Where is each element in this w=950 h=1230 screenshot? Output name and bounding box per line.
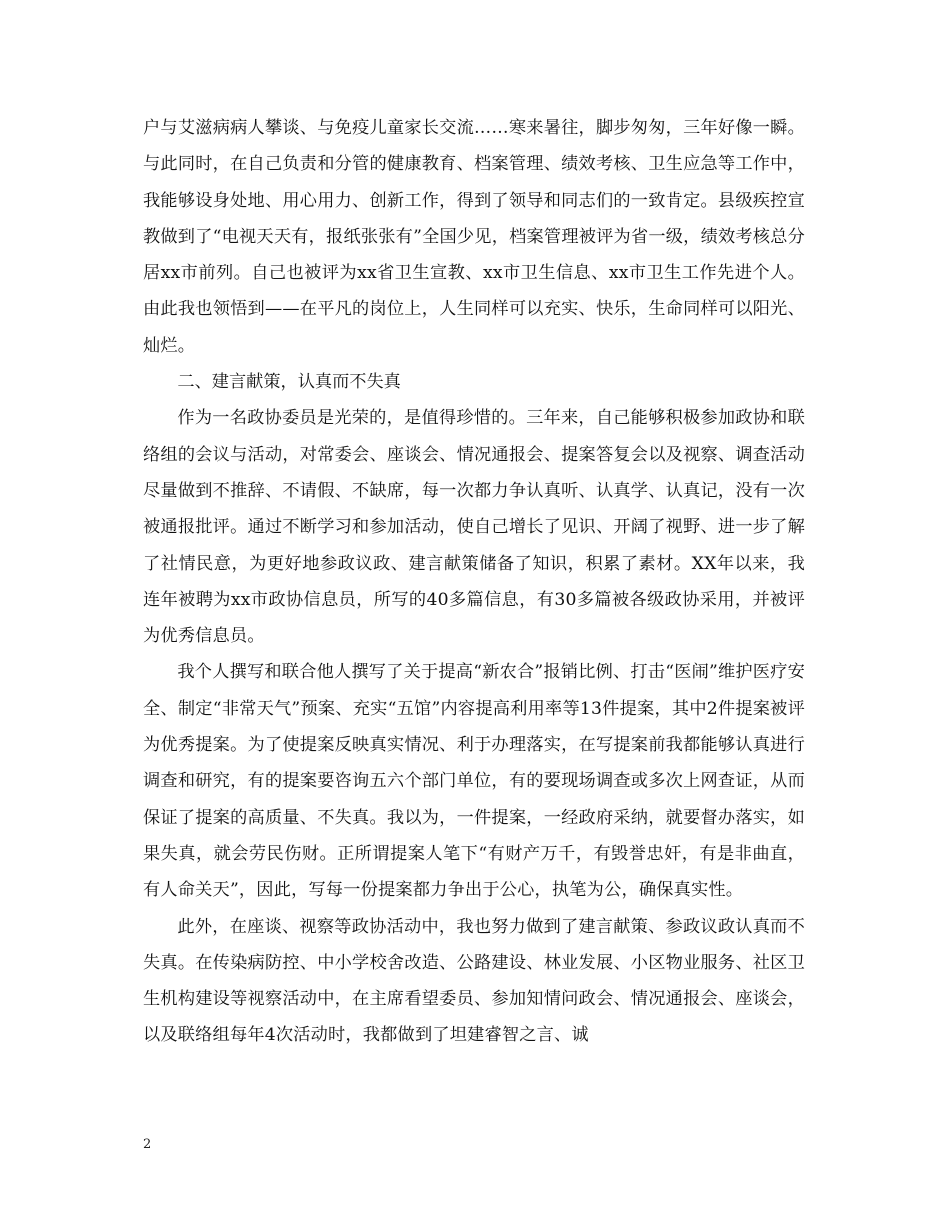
page-number: 2 — [143, 1137, 152, 1152]
paragraph-activities: 此外，在座谈、视察等政协活动中，我也努力做到了建言献策、参政议政认真而不失真。在传染病防控、中小学校舍改造、公路建设、林业发展、小区物业服务、社区卫生机构建设等视察活动中，在主席看望委员、参加知情问政会、情况通报会、座谈会，以及联络组每年4次活动时，我都做到了坦建睿智之言、诚 — [143, 916, 805, 1046]
section-heading: 二、建言献策，认真而不失真 — [177, 372, 401, 393]
document-body — [143, 110, 805, 1054]
paragraph-continuation: 户与艾滋病病人攀谈、与免疫儿童家长交流……寒来暑往，脚步匆匆，三年好像一瞬。与此同时，在自己负责和分管的健康教育、档案管理、绩效考核、卫生应急等工作中，我能够设身处地、用心用力、创新工作，得到了领导和同志们的一致肯定。县级疾控宣教做到了“电视天天有，报纸张张有”全国少见，档案管理被评为省一级，绩效考核总分居xx市前列。自己也被评为xx省卫生宣教、xx市卫生信息、xx市卫生工作先进个人。由此我也领悟到——在平凡的岗位上，人生同样可以充实、快乐，生命同样可以阳光、灿烂。 — [143, 118, 805, 356]
paragraph-committee-member: 作为一名政协委员是光荣的，是值得珍惜的。三年来，自己能够积极参加政协和联络组的会议与活动，对常委会、座谈会、情况通报会、提案答复会以及视察、调查活动尽量做到不推辞、不请假、不缺席，每一次都力争认真听、认真学、认真记，没有一次被通报批评。通过不断学习和参加活动，使自己增长了见识、开阔了视野、进一步了解了社情民意，为更好地参政议政、建言献策储备了知识，积累了素材。XX年以来，我连年被聘为xx市政协信息员，所写的40多篇信息，有30多篇被各级政协采用，并被评为优秀信息员。 — [143, 408, 805, 647]
paragraph-proposals: 我个人撰写和联合他人撰写了关于提高“新农合”报销比例、打击“医闹”维护医疗安全、制定“非常天气”预案、充实“五馆”内容提高利用率等13件提案，其中2件提案被评为优秀提案。为了使提案反映真实情况、利于办理落实，在写提案前我都能够认真进行调查和研究，有的提案要咨询五六个部门单位，有的要现场调查或多次上网查证，从而保证了提案的高质量、不失真。我以为，一件提案，一经政府采纳，就要督办落实，如果失真，就会劳民伤财。正所谓提案人笔下“有财产万千，有毁誉忠奸，有是非曲直，有人命关天”，因此，写每一份提案都力争出于公心，执笔为公，确保真实性。 — [143, 662, 806, 901]
